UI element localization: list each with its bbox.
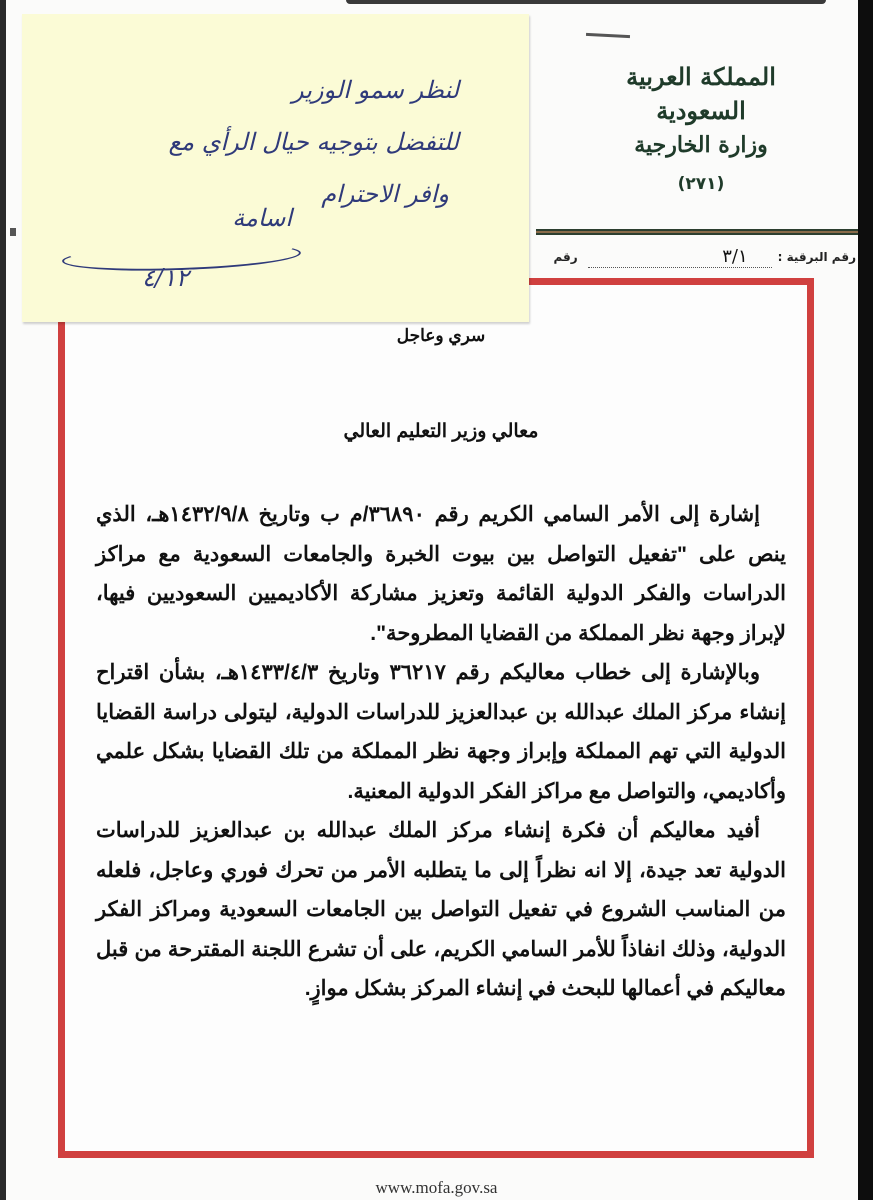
- footer-website: www.mofa.gov.sa: [375, 1178, 498, 1197]
- note-line: لنظر سمو الوزير: [291, 76, 459, 104]
- paragraph-royal-order: إشارة إلى الأمر السامي الكريم رقم ٣٦٨٩٠/م ب وتاريخ ١٤٣٢/٩/٨هـ، الذي ينص على "تفعيل التواصل بين بيوت الخبرة والجامعات السعودية مع مراكز الدراسات والفكر الدولية القائمة وتعزيز مشاركة الأكاديميين السعوديين فيها، لإبراز وجهة نظر المملكة من القضايا المطروحة".: [96, 503, 786, 645]
- handwritten-date: ٤/١٢: [142, 264, 189, 292]
- handwritten-note: [49, 64, 469, 220]
- classification-label: سري وعاجل: [396, 326, 486, 345]
- letterhead-divider: [536, 229, 858, 235]
- second-reference-label: رقم: [553, 250, 578, 264]
- letterhead: [596, 60, 806, 194]
- reference-row: [506, 244, 856, 270]
- cable-number-value: ٣/١: [588, 247, 772, 268]
- addressee-line: معالي وزير التعليم العالي: [343, 421, 539, 442]
- letterhead-kingdom-name: المملكة العربية السعودية: [626, 62, 776, 125]
- sticky-note: [22, 14, 529, 322]
- letterhead-form-number: (٢٧١): [677, 174, 725, 194]
- scan-edge: [858, 0, 873, 1200]
- letterhead-ministry-name: وزارة الخارجية: [634, 132, 768, 158]
- binder-hole-mark: [10, 228, 16, 236]
- paragraph-minister-letter: وبالإشارة إلى خطاب معاليكم رقم ٣٦٢١٧ وتاريخ ١٤٣٣/٤/٣هـ، بشأن اقتراح إنشاء مركز الملك عبدالله بن عبدالعزيز للدراسات الدولية، ليتولى دراسة القضايا الدولية التي تهم المملكة وإبراز وجهة نظر المملكة من تلك القضايا بشكل علمي وأكاديمي، والتواصل مع مراكز الفكر الدولية المعنية.: [96, 661, 786, 803]
- scan-shadow: [346, 0, 826, 4]
- letter-paragraphs: [96, 495, 786, 1009]
- signature-name: اسامة: [232, 204, 292, 232]
- note-line: وافر الاحترام: [321, 180, 449, 208]
- note-line: للتفضل بتوجيه حيال الرأي مع: [168, 128, 459, 156]
- paragraph-recommendation: أفيد معاليكم أن فكرة إنشاء مركز الملك عبدالله بن عبدالعزيز للدراسات الدولية تعد جيدة، إلا انه نظراً إلى ما يتطلبه الأمر من تحرك فوري وعاجل، فلعله من المناسب الشروع في تفعيل التواصل بين الجامعات السعودية ومراكز الفكر الدولية، وذلك انفاذاً للأمر السامي الكريم، على أن تشرع اللجنة المقترحة من قبل معاليكم في أعمالها للبحث في إنشاء المركز بشكل موازٍ.: [96, 819, 786, 1000]
- cable-number-label: رقم البرقية :: [777, 250, 856, 264]
- stray-pen-mark: [586, 33, 630, 38]
